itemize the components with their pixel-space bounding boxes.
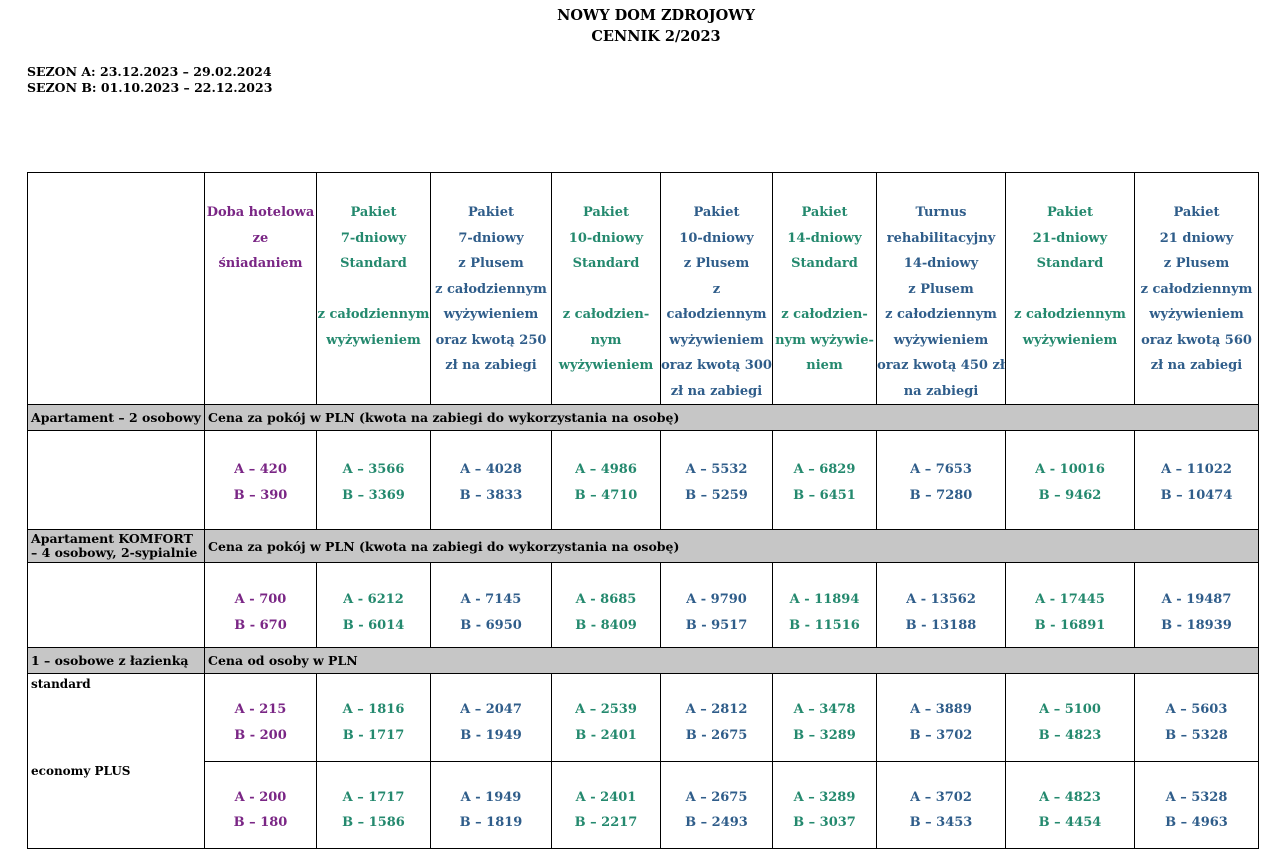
price-cell — [661, 431, 773, 530]
season-a: SEZON A: 23.12.2023 – 29.02.2024 — [27, 64, 272, 79]
price-season-b: B - 16891 — [1034, 617, 1106, 633]
price-cell — [431, 761, 552, 849]
price-cell — [1135, 761, 1259, 849]
price-cell — [661, 761, 773, 849]
column-header-line: Doba hotelowa — [206, 205, 315, 220]
price-cell — [317, 674, 431, 762]
column-header-line: Pakiet — [350, 205, 397, 220]
column-header-line: nym — [590, 332, 622, 348]
price-season-b: B - 11516 — [789, 617, 860, 633]
price-cell — [661, 674, 773, 762]
column-header-line: z Plusem — [458, 256, 524, 271]
column-header-line: oraz kwotą 250 — [435, 332, 547, 348]
column-header — [877, 173, 1006, 405]
column-header-line: zł na zabiegi — [1150, 358, 1243, 373]
price-season-a: A - 215 — [234, 702, 287, 717]
price-cell — [773, 761, 877, 849]
price-season-b: B – 1819 — [459, 815, 523, 830]
column-header-line: wyżywieniem — [893, 332, 989, 348]
price-season-b: B – 180 — [233, 815, 288, 830]
column-header — [317, 173, 431, 405]
column-header-line: z Plusem — [683, 256, 750, 271]
price-season-b: B - 200 — [234, 727, 287, 743]
price-season-b: B - 18939 — [1161, 617, 1232, 633]
section-band — [28, 405, 1259, 431]
column-header-line: oraz kwotą 450 zł — [877, 358, 1005, 373]
price-cell — [773, 431, 877, 530]
price-season-a: A – 6829 — [793, 462, 856, 477]
column-header-line: zł na zabiegi — [670, 383, 763, 399]
price-season-b: B - 1717 — [342, 727, 405, 743]
price-cell — [877, 674, 1006, 762]
price-cell — [205, 761, 317, 849]
price-season-a: A – 1717 — [342, 789, 405, 805]
price-season-a: A - 6212 — [343, 592, 404, 607]
price-cell — [1006, 431, 1135, 530]
column-header-line: z całodziennym — [317, 307, 430, 322]
column-header-line: wyżywieniem — [1022, 332, 1118, 348]
section-label-text: – 4 osobowy, 2-sypialnie — [31, 545, 198, 560]
row-label — [28, 563, 205, 648]
price-season-a: A - 2401 — [575, 789, 637, 805]
price-cell — [1006, 674, 1135, 762]
column-header — [1135, 173, 1259, 405]
column-header-line: Standard — [1036, 256, 1104, 271]
column-header-line: z całodziennym — [1014, 307, 1126, 322]
price-season-b: B - 1949 — [460, 727, 522, 743]
price-cell — [1006, 761, 1135, 849]
price-season-b: B – 5328 — [1165, 727, 1228, 743]
price-season-a: A - 200 — [234, 789, 287, 805]
column-header-line — [552, 277, 660, 303]
section-label-text: Apartament – 2 osobowy — [31, 409, 201, 425]
price-season-b: B – 5259 — [685, 487, 748, 503]
section-label — [28, 530, 205, 563]
column-header — [205, 173, 317, 405]
price-season-a: A – 2675 — [685, 789, 748, 805]
column-header — [661, 173, 773, 405]
price-season-b: B – 3453 — [909, 815, 973, 830]
price-row — [28, 674, 1259, 762]
price-season-b: B - 6014 — [342, 617, 405, 633]
row-label: standard — [28, 674, 205, 762]
price-season-a: A – 5603 — [1165, 702, 1228, 717]
price-season-a: A – 2812 — [685, 702, 748, 717]
column-header-line: 10-dniowy — [568, 230, 644, 246]
price-season-b: B – 7280 — [909, 487, 973, 503]
column-header-line: zł na zabiegi — [445, 358, 537, 373]
price-cell — [1135, 431, 1259, 530]
price-season-a: A – 3478 — [793, 702, 856, 717]
price-cell — [317, 431, 431, 530]
column-header-line: 10-dniowy — [679, 230, 754, 246]
price-season-b: B – 3289 — [793, 727, 856, 743]
column-header — [1006, 173, 1135, 405]
price-season-a: A – 5100 — [1039, 702, 1101, 717]
column-header-line: Pakiet — [582, 205, 630, 220]
column-header-line: Turnus — [915, 205, 967, 220]
column-header-line: wyżywieniem — [669, 332, 764, 348]
price-cell — [431, 563, 552, 648]
price-season-b: B – 2493 — [685, 815, 748, 830]
column-header-line — [773, 277, 876, 303]
price-season-a: A – 3566 — [342, 462, 405, 477]
price-season-a: A – 5532 — [685, 462, 748, 477]
price-row — [28, 563, 1259, 648]
column-header-line: Pakiet — [1046, 205, 1094, 220]
price-cell — [1135, 674, 1259, 762]
column-header-line: niem — [806, 358, 843, 373]
price-season-a: A – 11022 — [1161, 462, 1232, 477]
price-cell — [1006, 563, 1135, 648]
section-band — [28, 648, 1259, 674]
price-table — [27, 172, 1259, 849]
price-season-a: A – 7653 — [910, 462, 972, 477]
column-header-line: z całodziennym — [1140, 281, 1253, 297]
price-season-a: A – 3289 — [793, 789, 856, 805]
price-cell — [431, 431, 552, 530]
price-cell — [205, 431, 317, 530]
column-header-line: z całodziennym — [435, 281, 547, 297]
column-header-line: oraz kwotą 300 — [661, 358, 772, 373]
price-cell — [661, 563, 773, 648]
price-season-a: A - 11894 — [789, 592, 860, 607]
price-season-a: A – 4823 — [1039, 789, 1101, 805]
price-cell — [552, 431, 661, 530]
price-season-a: A - 1949 — [460, 789, 522, 805]
price-season-b: B – 3702 — [909, 727, 973, 743]
price-cell — [205, 674, 317, 762]
column-header-line: wyżywieniem — [443, 307, 539, 322]
column-header-line: Pakiet — [1173, 205, 1220, 220]
column-header-line: śniadaniem — [218, 256, 303, 271]
column-header — [773, 173, 877, 405]
price-season-b: B – 2217 — [574, 815, 638, 830]
document-title: NOWY DOM ZDROJOWY — [557, 7, 755, 24]
column-header-line: nym wyżywie- — [775, 332, 874, 348]
column-header-line: 7-dniowy — [458, 230, 524, 246]
column-header-line: Standard — [791, 256, 858, 271]
price-season-b: B – 4823 — [1038, 727, 1102, 743]
price-season-a: A – 3889 — [910, 702, 972, 717]
season-b: SEZON B: 01.10.2023 – 22.12.2023 — [27, 80, 273, 95]
price-season-a: A – 3702 — [910, 789, 972, 805]
price-season-b: B - 2401 — [575, 727, 637, 743]
price-season-a: A – 2539 — [575, 702, 637, 717]
column-header-line — [1006, 277, 1134, 303]
price-cell — [552, 674, 661, 762]
column-header — [431, 173, 552, 405]
price-season-a: A – 4028 — [460, 462, 522, 477]
price-cell — [877, 431, 1006, 530]
price-cell — [552, 563, 661, 648]
column-header-line: z całodziennym — [885, 307, 997, 322]
price-season-a: A – 5328 — [1165, 789, 1228, 805]
column-header-line: oraz kwotą 560 — [1141, 332, 1252, 348]
price-season-a: A – 4986 — [575, 462, 637, 477]
price-season-b: B - 2675 — [685, 727, 748, 743]
price-season-b: B – 6451 — [793, 487, 856, 503]
column-header-line: z całodzien- — [781, 307, 868, 322]
price-season-b: B – 4710 — [574, 487, 638, 503]
column-header-line: 21 dniowy — [1159, 230, 1234, 246]
price-season-b: B – 9462 — [1038, 487, 1102, 503]
column-header-line: wyżywieniem — [326, 332, 421, 348]
price-season-b: B – 3369 — [342, 487, 405, 503]
section-band — [28, 530, 1259, 563]
price-season-a: A - 7145 — [460, 592, 522, 607]
row-label: economy PLUS — [28, 761, 205, 849]
price-season-b: B - 9517 — [685, 617, 748, 633]
price-cell — [877, 563, 1006, 648]
price-row — [28, 761, 1259, 849]
column-header-line: rehabilitacyjny — [886, 230, 996, 246]
price-cell — [205, 563, 317, 648]
column-header-line: 14-dniowy — [787, 230, 862, 246]
price-season-b: B - 13188 — [905, 617, 977, 633]
column-header — [552, 173, 661, 405]
row-label — [28, 431, 205, 530]
section-label-text: 1 – osobowe z łazienką — [31, 652, 189, 668]
price-season-a: A - 700 — [234, 592, 287, 607]
section-note: Cena od osoby w PLN — [205, 648, 1259, 674]
price-cell — [877, 761, 1006, 849]
price-cell — [317, 563, 431, 648]
section-label — [28, 405, 205, 431]
column-header-line: 14-dniowy — [903, 256, 979, 271]
price-season-a: A - 10016 — [1035, 462, 1105, 477]
price-season-a: A - 8685 — [575, 592, 637, 607]
price-season-a: A - 13562 — [906, 592, 976, 607]
price-season-a: A – 2047 — [460, 702, 522, 717]
column-header-line: 21-dniowy — [1032, 230, 1108, 246]
column-header-line — [317, 277, 430, 303]
section-note: Cena za pokój w PLN (kwota na zabiegi do wykorzystania na osobę) — [205, 530, 1259, 563]
column-header-line: z Plusem — [908, 281, 974, 297]
price-cell — [317, 761, 431, 849]
price-season-b: B - 670 — [234, 617, 287, 633]
price-row — [28, 431, 1259, 530]
price-season-b: B – 390 — [233, 487, 288, 503]
price-cell — [1135, 563, 1259, 648]
price-season-b: B – 3037 — [793, 815, 856, 830]
price-cell — [552, 761, 661, 849]
column-header-line: z całodzien- — [562, 307, 650, 322]
column-header-line: z całodziennym — [666, 281, 767, 322]
column-header-line: Standard — [340, 256, 407, 271]
price-season-a: A – 1816 — [342, 702, 405, 717]
column-header-line: ze — [252, 230, 269, 246]
column-header-line: Standard — [572, 256, 640, 271]
price-season-b: B – 10474 — [1160, 487, 1233, 503]
price-season-a: A – 420 — [234, 462, 287, 477]
price-cell — [773, 674, 877, 762]
column-header-line: wyżywieniem — [1149, 307, 1244, 322]
price-season-b: B – 4963 — [1165, 815, 1228, 830]
column-header-line: Pakiet — [801, 205, 848, 220]
section-label-text: Apartament KOMFORT — [31, 531, 193, 546]
corner-cell — [28, 173, 205, 405]
column-header-line: z Plusem — [1163, 256, 1230, 271]
column-header-line: wyżywieniem — [558, 358, 654, 373]
price-season-b: B - 6950 — [460, 617, 522, 633]
price-season-a: A - 17445 — [1035, 592, 1105, 607]
price-season-b: B - 8409 — [575, 617, 637, 633]
price-season-b: B – 4454 — [1038, 815, 1102, 830]
price-season-b: B – 1586 — [342, 815, 405, 830]
column-header-line: na zabiegi — [903, 383, 979, 399]
price-season-b: B – 3833 — [459, 487, 523, 503]
price-cell — [431, 674, 552, 762]
column-header-line: Pakiet — [693, 205, 740, 220]
price-season-a: A - 9790 — [686, 592, 747, 607]
column-header-line: Pakiet — [467, 205, 515, 220]
column-header-line: 7-dniowy — [340, 230, 407, 246]
header-row — [28, 173, 1259, 405]
price-season-a: A - 19487 — [1161, 592, 1232, 607]
document-subtitle: CENNIK 2/2023 — [591, 28, 721, 45]
price-cell — [773, 563, 877, 648]
section-label — [28, 648, 205, 674]
section-note: Cena za pokój w PLN (kwota na zabiegi do wykorzystania na osobę) — [205, 405, 1259, 431]
